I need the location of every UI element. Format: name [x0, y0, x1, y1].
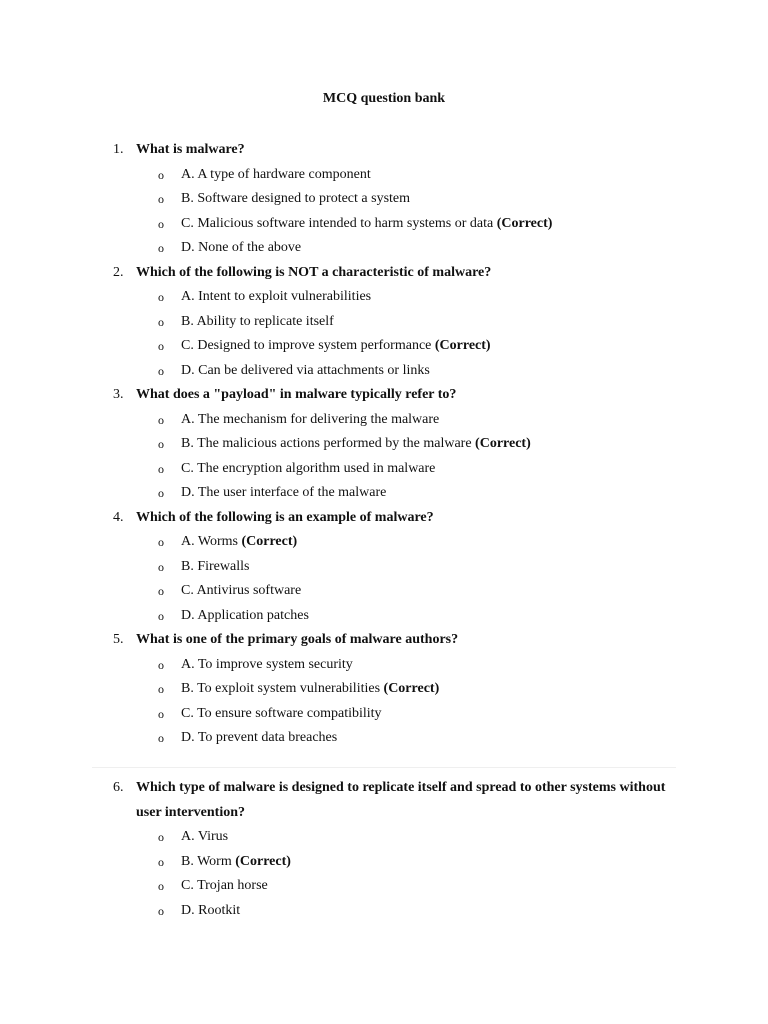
option-3d	[0, 481, 768, 506]
question-5	[0, 628, 768, 653]
option-6b	[0, 850, 768, 875]
bullet-icon: o	[158, 167, 164, 182]
bullet-icon: o	[158, 314, 164, 329]
option-3c	[0, 457, 768, 482]
bullet-icon: o	[158, 879, 164, 893]
bullet-icon: o	[158, 731, 164, 745]
bullet-icon: o	[158, 486, 164, 500]
option-3b	[0, 432, 768, 457]
option-2c	[0, 334, 768, 359]
option-text: A. The mechanism for delivering the malware	[181, 411, 440, 427]
option-text: C. Designed to improve system performance	[181, 338, 432, 353]
option-1a	[0, 163, 768, 188]
question-number: 2.	[113, 264, 124, 280]
option-6a	[0, 825, 768, 850]
option-4d	[0, 604, 768, 629]
option-4b	[0, 555, 768, 580]
option-text: D. None of the above	[181, 240, 302, 255]
bullet-icon: o	[158, 412, 164, 427]
question-text: Which type of malware is designed to replicate itself and spread to other systems without user intervention?	[136, 780, 666, 820]
bullet-icon: o	[158, 363, 164, 378]
option-text: C. The encryption algorithm used in malware	[181, 460, 436, 476]
option-text: B. Firewalls	[181, 558, 250, 574]
question-1	[0, 138, 768, 163]
option-text: D. The user interface of the malware	[181, 485, 387, 500]
bullet-icon: o	[158, 830, 164, 844]
bullet-icon: o	[158, 437, 164, 451]
option-3a	[0, 408, 768, 433]
option-text: C. Malicious software intended to harm systems or data	[181, 215, 494, 231]
option-5c	[0, 702, 768, 727]
option-text: B. Software designed to protect a system	[181, 191, 411, 206]
option-5b	[0, 677, 768, 702]
correct-marker: (Correct)	[241, 534, 298, 549]
correct-marker: (Correct)	[496, 215, 553, 231]
option-4a	[0, 530, 768, 555]
option-2d	[0, 359, 768, 384]
option-text: B. Worm	[181, 853, 232, 869]
bullet-icon: o	[158, 903, 164, 918]
bullet-icon: o	[158, 461, 164, 476]
question-block-1-5	[0, 138, 768, 751]
option-5a	[0, 653, 768, 678]
section-divider	[92, 767, 676, 768]
option-1c	[0, 212, 768, 237]
option-5d	[0, 726, 768, 751]
page-title: MCQ question bank	[322, 91, 446, 106]
option-text: D. To prevent data breaches	[181, 730, 338, 745]
bullet-icon: o	[158, 216, 164, 231]
bullet-icon: o	[158, 706, 164, 721]
question-number: 1.	[113, 142, 124, 157]
bullet-icon: o	[158, 339, 164, 353]
option-text: C. Antivirus software	[181, 583, 302, 598]
option-text: B. The malicious actions performed by the malware	[181, 436, 472, 451]
bullet-icon: o	[158, 559, 164, 574]
correct-marker: (Correct)	[434, 338, 491, 353]
option-text: D. Rootkit	[181, 902, 241, 918]
option-text: A. A type of hardware component	[181, 166, 371, 182]
option-2b	[0, 310, 768, 335]
question-number: 6.	[113, 780, 124, 795]
question-4	[0, 506, 768, 531]
question-text: What is malware?	[136, 142, 245, 157]
correct-marker: (Correct)	[475, 436, 531, 451]
question-text: What is one of the primary goals of malware authors?	[136, 632, 459, 647]
bullet-icon: o	[158, 241, 164, 255]
bullet-icon: o	[158, 608, 164, 623]
option-6c	[0, 874, 768, 899]
question-number: 3.	[113, 387, 124, 402]
question-6	[0, 776, 768, 825]
question-text: What does a "payload" in malware typically refer to?	[136, 387, 457, 402]
option-1d	[0, 236, 768, 261]
bullet-icon: o	[158, 192, 164, 206]
option-4c	[0, 579, 768, 604]
question-number: 4.	[113, 509, 124, 525]
bullet-icon: o	[158, 535, 164, 549]
option-2a	[0, 285, 768, 310]
option-text: C. Trojan horse	[181, 878, 268, 893]
correct-marker: (Correct)	[235, 853, 291, 869]
option-text: D. Can be delivered via attachments or links	[181, 362, 430, 378]
bullet-icon: o	[158, 657, 164, 672]
option-text: A. Intent to exploit vulnerabilities	[181, 289, 372, 304]
question-text: Which of the following is an example of malware?	[136, 509, 434, 525]
bullet-icon: o	[158, 854, 164, 869]
bullet-icon: o	[158, 290, 164, 304]
question-block-6	[0, 776, 768, 923]
bullet-icon: o	[158, 584, 164, 598]
option-text: A. Virus	[181, 829, 229, 844]
option-text: D. Application patches	[181, 607, 309, 623]
option-text: C. To ensure software compatibility	[181, 705, 382, 721]
question-2	[0, 261, 768, 286]
correct-marker: (Correct)	[383, 681, 440, 696]
bullet-icon: o	[158, 682, 164, 696]
option-text: A. To improve system security	[181, 656, 353, 672]
question-text: Which of the following is NOT a characteristic of malware?	[136, 264, 492, 280]
option-6d	[0, 899, 768, 924]
option-1b	[0, 187, 768, 212]
option-text: B. To exploit system vulnerabilities	[181, 681, 381, 696]
question-number: 5.	[113, 632, 124, 647]
option-text: A. Worms	[181, 534, 238, 549]
question-3	[0, 383, 768, 408]
option-text: B. Ability to replicate itself	[181, 313, 334, 329]
